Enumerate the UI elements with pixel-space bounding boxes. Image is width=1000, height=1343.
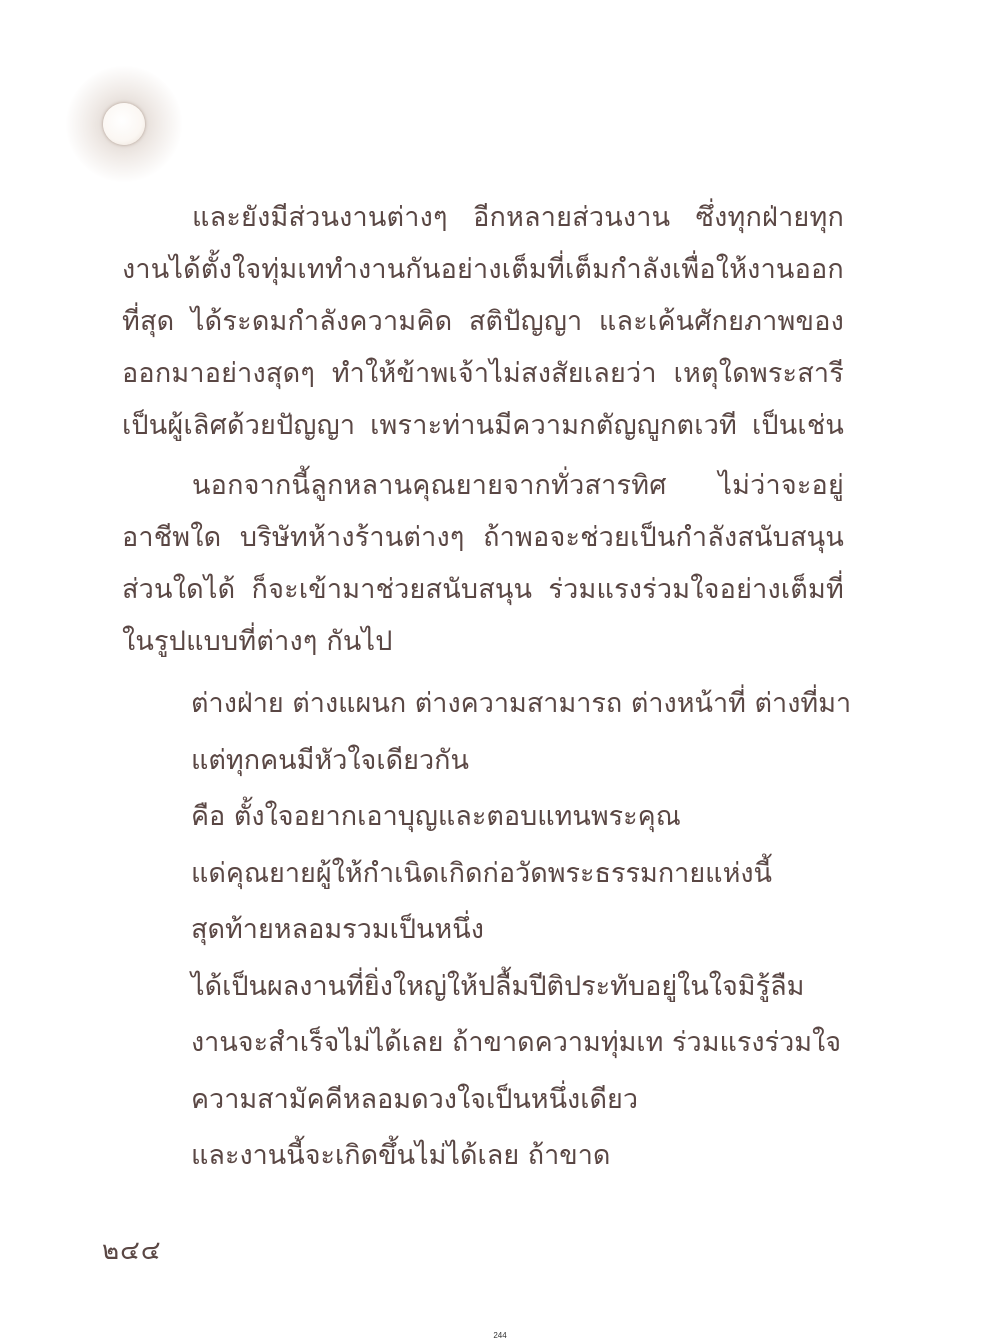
paragraph-line: ในรูปแบบที่ต่างๆ กันไป	[122, 626, 393, 657]
verse-block	[191, 676, 851, 1185]
verse-line: แต่ทุกคนมีหัวใจเดียวกัน	[191, 744, 469, 776]
verse-line: ได้เป็นผลงานที่ยิ่งใหญ่ให้ปลื้มปีติประทับอยู่ในใจมิรู้ลืม	[191, 970, 805, 1002]
verse-line: ต่างฝ่าย ต่างแผนก ต่างความสามารถ ต่างหน้าที่ ต่างที่มา	[191, 688, 852, 719]
paragraph-1	[122, 192, 844, 452]
verse-line: และงานนี้จะเกิดขึ้นไม่ได้เลย ถ้าขาด	[191, 1140, 611, 1171]
verse-line: สุดท้ายหลอมรวมเป็นหนึ่ง	[191, 914, 484, 945]
paragraph-line: ที่สุด ได้ระดมกำลังความคิด สติปัญญา และเค้นศักยภาพของ	[122, 306, 844, 337]
paragraph-2	[122, 460, 844, 668]
verse-line: คือ ตั้งใจอยากเอาบุญและตอบแทนพระคุณ	[191, 801, 681, 832]
page-number-thai: ๒๔๔	[102, 1236, 162, 1266]
paragraph-line: ออกมาอย่างสุดๆ ทำให้ข้าพเจ้าไม่สงสัยเลยว่า เหตุใดพระสารี	[122, 358, 844, 389]
paragraph-line: อาชีพใด บริษัทห้างร้านต่างๆ ถ้าพอจะช่วยเป็นกำลังสนับสนุน	[122, 522, 844, 553]
paragraph-line: นอกจากนี้ลูกหลานคุณยายจากทั่วสารทิศ ไม่ว่าจะอยู่	[192, 470, 844, 501]
glow-disc	[103, 103, 145, 145]
verse-line: แด่คุณยายผู้ให้กำเนิดเกิดก่อวัดพระธรรมกายแห่งนี้	[191, 857, 773, 889]
verse-line: ความสามัคคีหลอมดวงใจเป็นหนึ่งเดียว	[191, 1083, 638, 1115]
paragraph-line: และยังมีส่วนงานต่างๆ อีกหลายส่วนงาน ซึ่งทุกฝ่ายทุก	[192, 202, 844, 233]
paragraph-line: เป็นผู้เลิศด้วยปัญญา เพราะท่านมีความกตัญญูกตเวที เป็นเช่น	[122, 410, 844, 441]
paragraph-line: ส่วนใดได้ ก็จะเข้ามาช่วยสนับสนุน ร่วมแรงร่วมใจอย่างเต็มที่	[122, 574, 844, 605]
paragraph-line: งานได้ตั้งใจทุ่มเททำงานกันอย่างเต็มที่เต็มกำลังเพื่อให้งานออก	[122, 254, 844, 285]
page-number-arabic: 244	[493, 1331, 507, 1340]
verse-line: งานจะสำเร็จไม่ได้เลย ถ้าขาดความทุ่มเท ร่วมแรงร่วมใจ	[191, 1027, 842, 1058]
